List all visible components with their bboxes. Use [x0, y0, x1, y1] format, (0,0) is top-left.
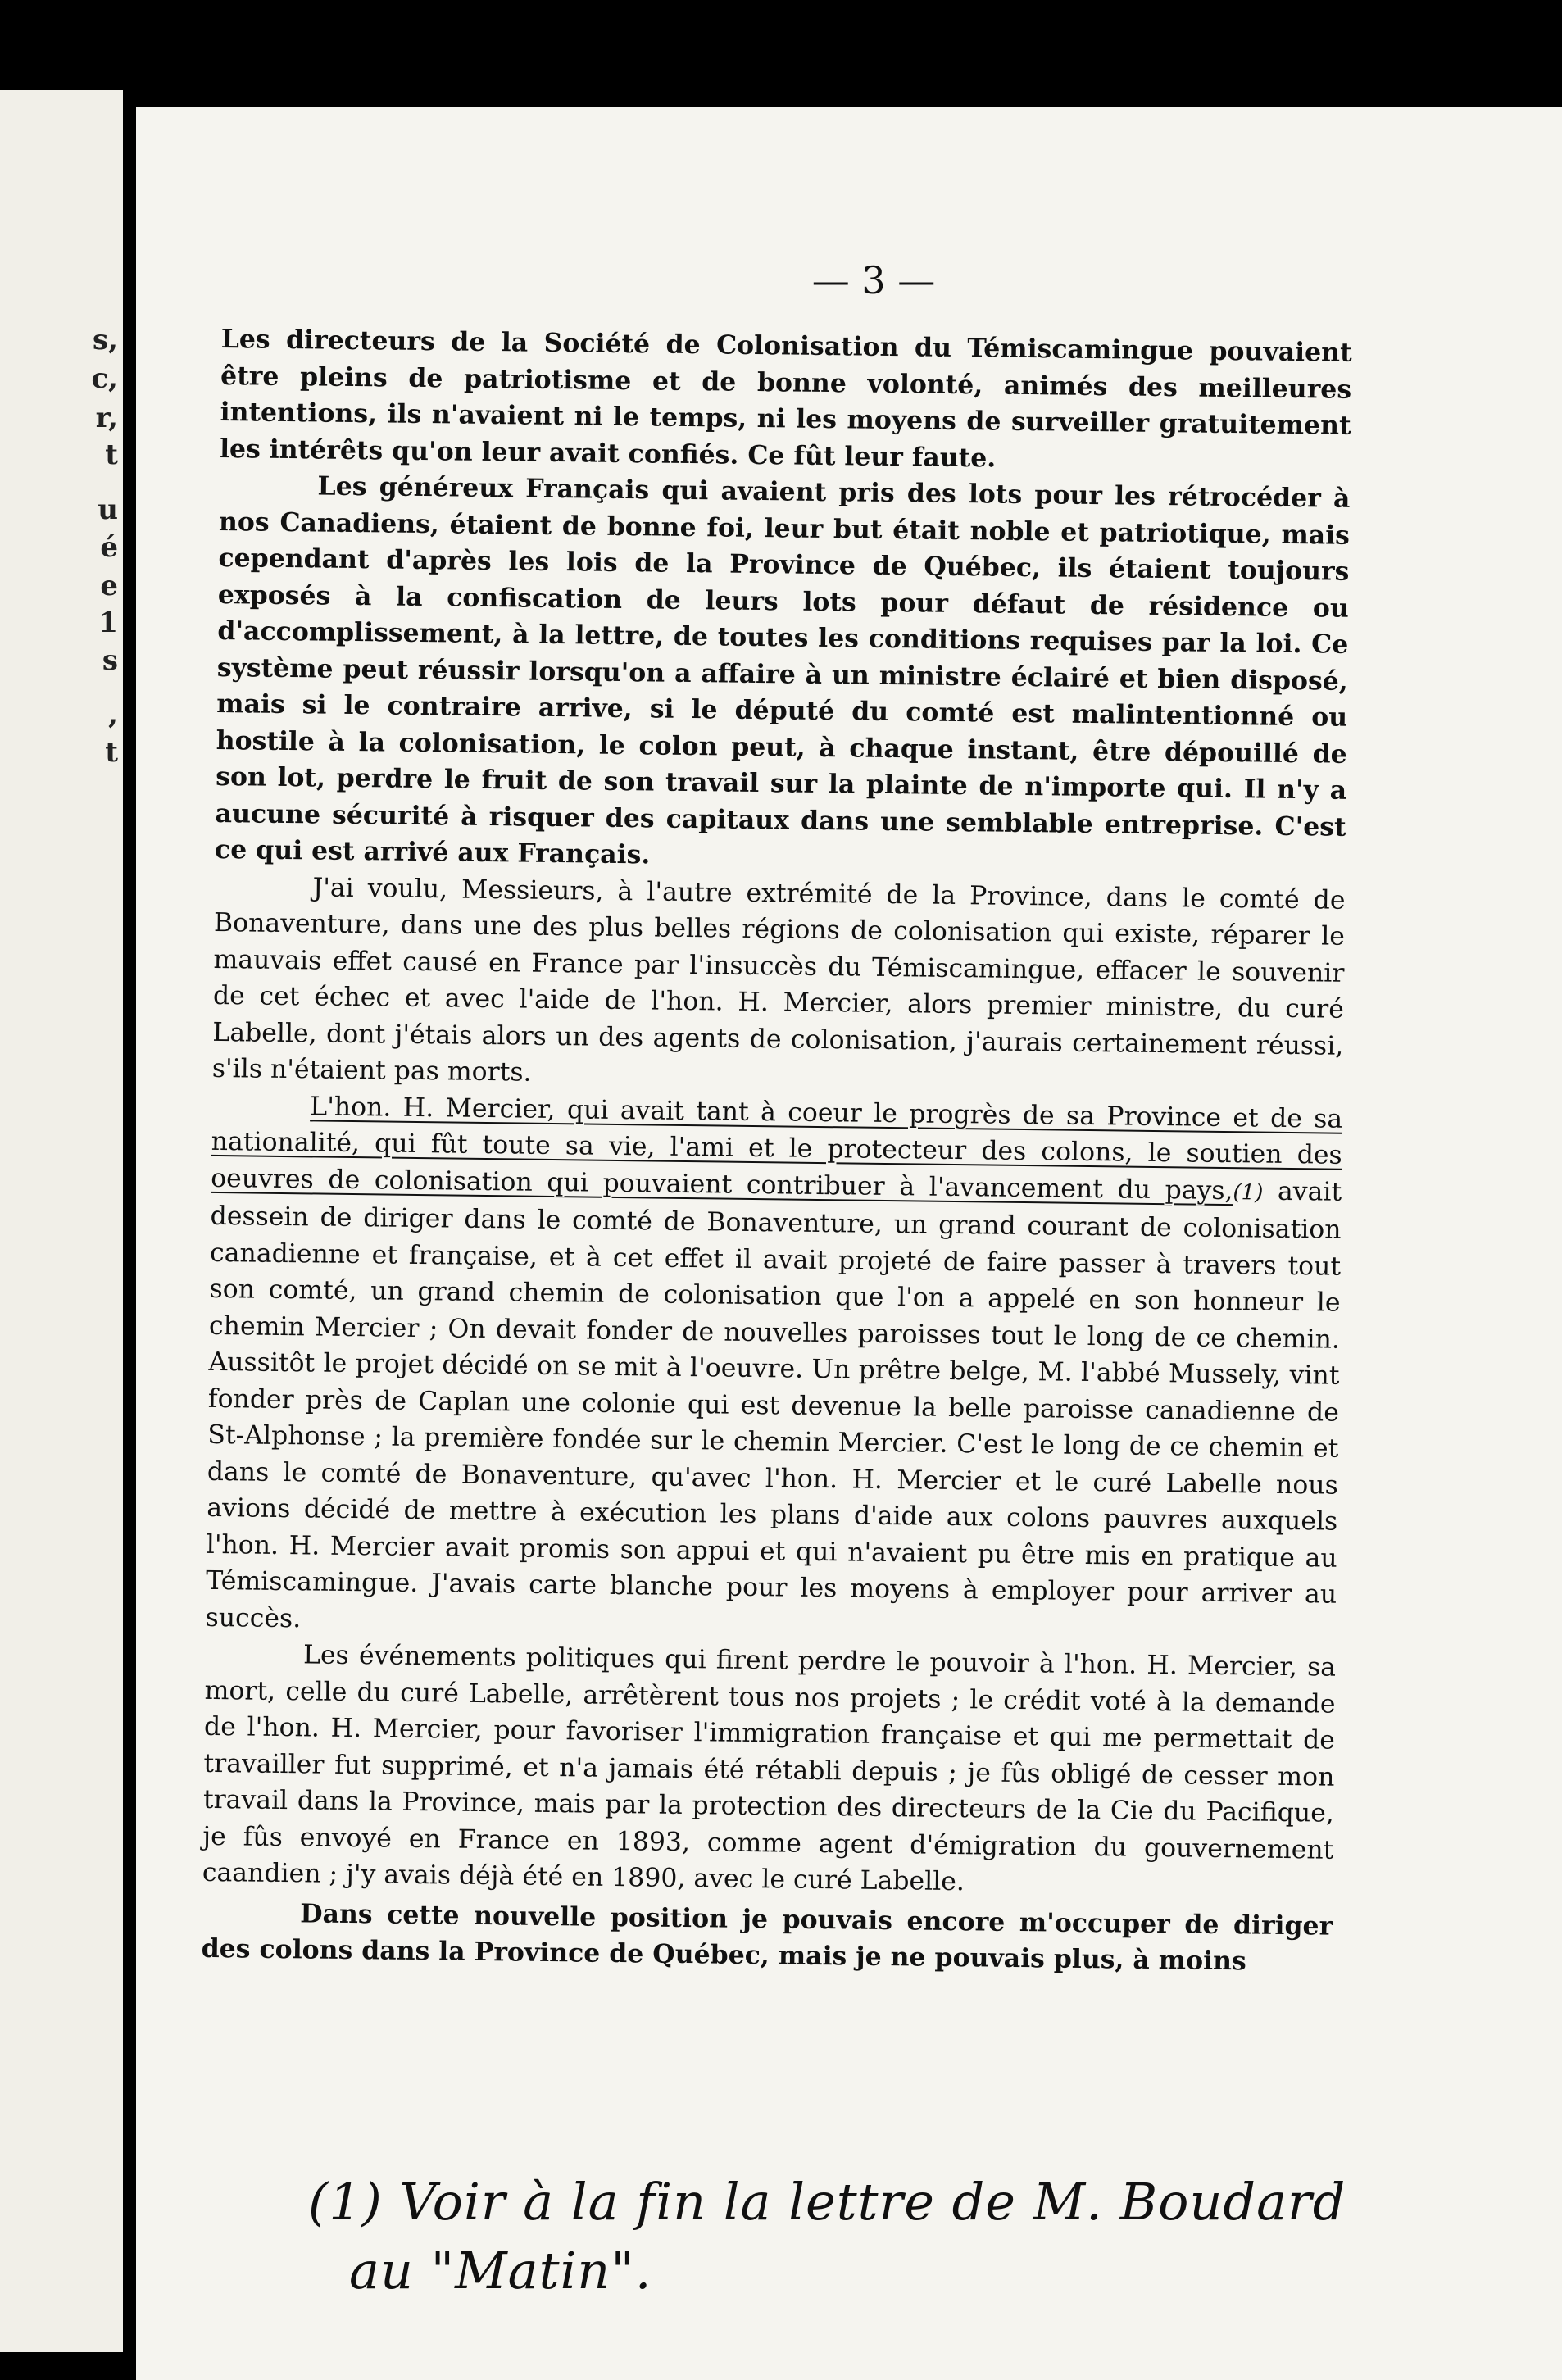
underlined-passage: L'hon. H. Mercier, qui avait tant à coeur le progrès de sa Province et de sa nationalité, qui fût toute sa vie, l'ami et le protecteur des colons, le soutien des oeuvres de colonisation qui pouvaient contribuer à l'avancement du pays, [211, 1091, 1343, 1206]
handwritten-footnote-line2: au "Matin". [349, 2241, 652, 2301]
paragraph-bonaventure: J'ai voulu, Messieurs, à l'autre extrémité de la Province, dans le comté de Bonaventure, dans une des plus belles régions de colonisation qui existe, réparer le mauvais effet causé en France par l'insuccès du Témiscamingue, effacer le souvenir de cet échec et avec l'aide de l'hon. H. Mercier, alors premier ministre, du curé Labelle, dont j'étais alors un des agents de colonisation, j'aurais certainement réussi, s'ils n'étaient pas morts. [211, 872, 1346, 1088]
paragraph-francais: Les généreux Français qui avaient pris des lots pour les rétrocéder à nos Canadiens, étaient de bonne foi, leur but était noble et patriotique, mais cependant d'après les lois de la Province de Québec, ils étaient toujours exposés à la confiscation de leurs lots pour défaut de résidence ou d'accomplissement, à la lettre, de toutes les conditions requises par la loi. Ce système peut réussir lorsqu'on a affaire à un ministre éclairé et bien disposé, mais si le contraire arrive, si le député du comté est malintentionné ou hostile à la colonisation, le colon peut, à chaque instant, être dépouillé de son lot, perdre le fruit de son travail sur la plainte de n'importe qui. Il n'y a aucune sécurité à risquer des capitaux dans une semblable entreprise. C'est ce qui est arrivé aux Français. [214, 470, 1351, 870]
edge-fragment: s, [93, 324, 118, 357]
edge-fragment: u [98, 493, 118, 526]
edge-fragment: é [100, 531, 118, 564]
paragraph-mercier-rest: avait dessein de diriger dans le comté de Bonaventure, un grand courant de colonisation canadienne et française, et à cet effet il avait projeté de faire passer à travers tout son comté, un grand chemin de colonisation que l'on a appelé en son honneur le chemin Mercier ; On devait fonder de nouvelles paroisses tout le long de ce chemin. Aussitôt le projet décidé on se mit à l'oeuvre. Un prêtre belge, M. l'abbé Mussely, vint fonder près de Caplan une colonie qui est devenue la belle paroisse canadienne de St-Alphonse ; la première fondée sur le chemin Mercier. C'est le long de ce chemin et dans le comté de Bonaventure, qu'avec l'hon. H. Mercier et le curé Labelle nous avions décidé de mettre à exécution les plans d'aide aux colons pauvres auxquels l'hon. H. Mercier avait promis son appui et qui n'avaient pu être mis en pratique au Témiscamingue. J'avais carte blanche pour les moyens à employer pour arriver au succès. [205, 1176, 1342, 1633]
handwritten-footnote-line1: (1) Voir à la fin la lettre de M. Boudard [308, 2172, 1346, 2232]
edge-fragment: t [105, 438, 118, 471]
page-number: — 3 — [811, 258, 936, 302]
handwritten-footnote-marker: (1) [1233, 1179, 1264, 1206]
edge-fragment: r, [95, 402, 118, 434]
edge-fragment: t [105, 736, 118, 769]
paragraph-directeurs: Les directeurs de la Société de Colonisation du Témiscamingue pouvaient être pleins de patriotisme et de bonne volonté, animés des meilleures intentions, ils n'avaient ni le temps, ni les moyens de surveiller gratuitement les intérêts qu'on leur avait confiés. Ce fût leur faute. [219, 323, 1352, 474]
edge-fragment: c, [91, 362, 118, 395]
handwritten-footnote [308, 2168, 1496, 2305]
edge-fragment: 1 [98, 606, 118, 639]
edge-fragment: s [102, 644, 118, 677]
edge-fragment: e [100, 570, 118, 602]
adjacent-page-edge [0, 90, 123, 2352]
paragraph-nouvelle-position: Dans cette nouvelle position je pouvais encore m'occuper de diriger des colons dans la Province de Québec, mais je ne pouvais plus, à moins [201, 1897, 1333, 1977]
edge-fragment: , [108, 698, 118, 731]
paragraph-evenements: Les événements politiques qui firent perdre le pouvoir à l'hon. H. Mercier, sa mort, celle du curé Labelle, arrêtèrent tous nos projets ; le crédit voté à la demande de l'hon. H. Mercier, pour favoriser l'immigration française et qui me permettait de travailler fut supprimé, et n'a jamais été rétabli depuis ; je fûs obligé de cesser mon travail dans la Province, mais par la protection des directeurs de la Cie du Pacifique, je fûs envoyé en France en 1893, comme agent d'émigration du gouvernement caandien ; j'y avais déjà été en 1890, avec le curé Labelle. [202, 1640, 1337, 1897]
paragraph-mercier [205, 1087, 1342, 1649]
document-page [136, 107, 1562, 2380]
body-text [201, 321, 1351, 1981]
